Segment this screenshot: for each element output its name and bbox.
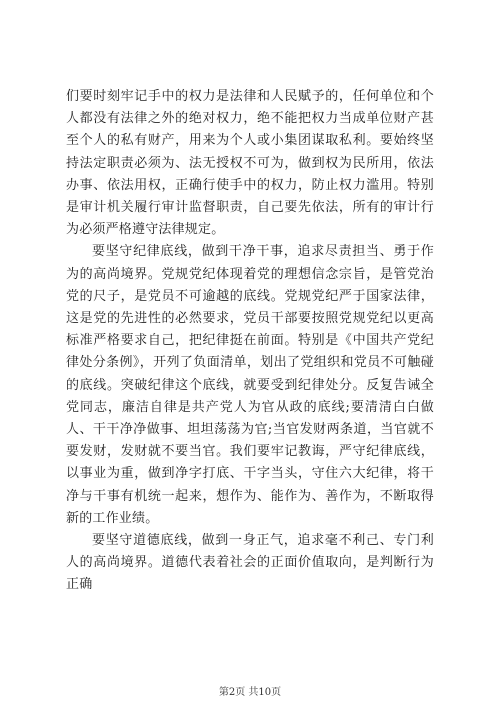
paragraph-1: 们要时刻牢记手中的权力是法律和人民赋予的，任何单位和个人都没有法律之外的绝对权力，绝不能把权力当成单位财产甚至个人的私有财产，用来为个人或小集团谋取私利。要始终坚持法定职责必须为、法无授权不可为，做到权为民所用，依法办事、依法用权，正确行使手中的权力，防止权力滥用。特别是审计机关履行审计监督职责，自己要先依法，所有的审计行为必须严格遵守法律规定。: [66, 89, 434, 238]
page-footer: 第2页 共10页: [218, 687, 282, 698]
document-body: [66, 86, 434, 597]
paragraph-3: 要坚守道德底线，做到一身正气，追求毫不利己、专门利人的高尚境界。道德代表着社会的正面价值取向，是判断行为正确: [66, 533, 434, 593]
paragraph-2: 要坚守纪律底线，做到干净干事，追求尽责担当、勇于作为的高尚境界。党规党纪体现着党的理想信念宗旨，是管党治党的尺子，是党员不可逾越的底线。党规党纪严于国家法律，这是党的先进性的必然要求，党员干部要按照党规党纪以更高标准严格要求自己，把纪律挺在前面。特别是《中国共产党纪律处分条例》，开列了负面清单，划出了党组织和党员不可触碰的底线。突破纪律这个底线，就要受到纪律处分。反复告诫全党同志，廉洁自律是共产党人为官从政的底线;要清清白白做人、干干净净做事、坦坦荡荡为官;当官发财两条道，当官就不要发财，发财就不要当官。我们要牢记教诲，严守纪律底线，以事业为重，做到净字打底、干字当头，守住六大纪律，将干净与干事有机统一起来，想作为、能作为、善作为，不断取得新的工作业绩。: [66, 244, 434, 526]
